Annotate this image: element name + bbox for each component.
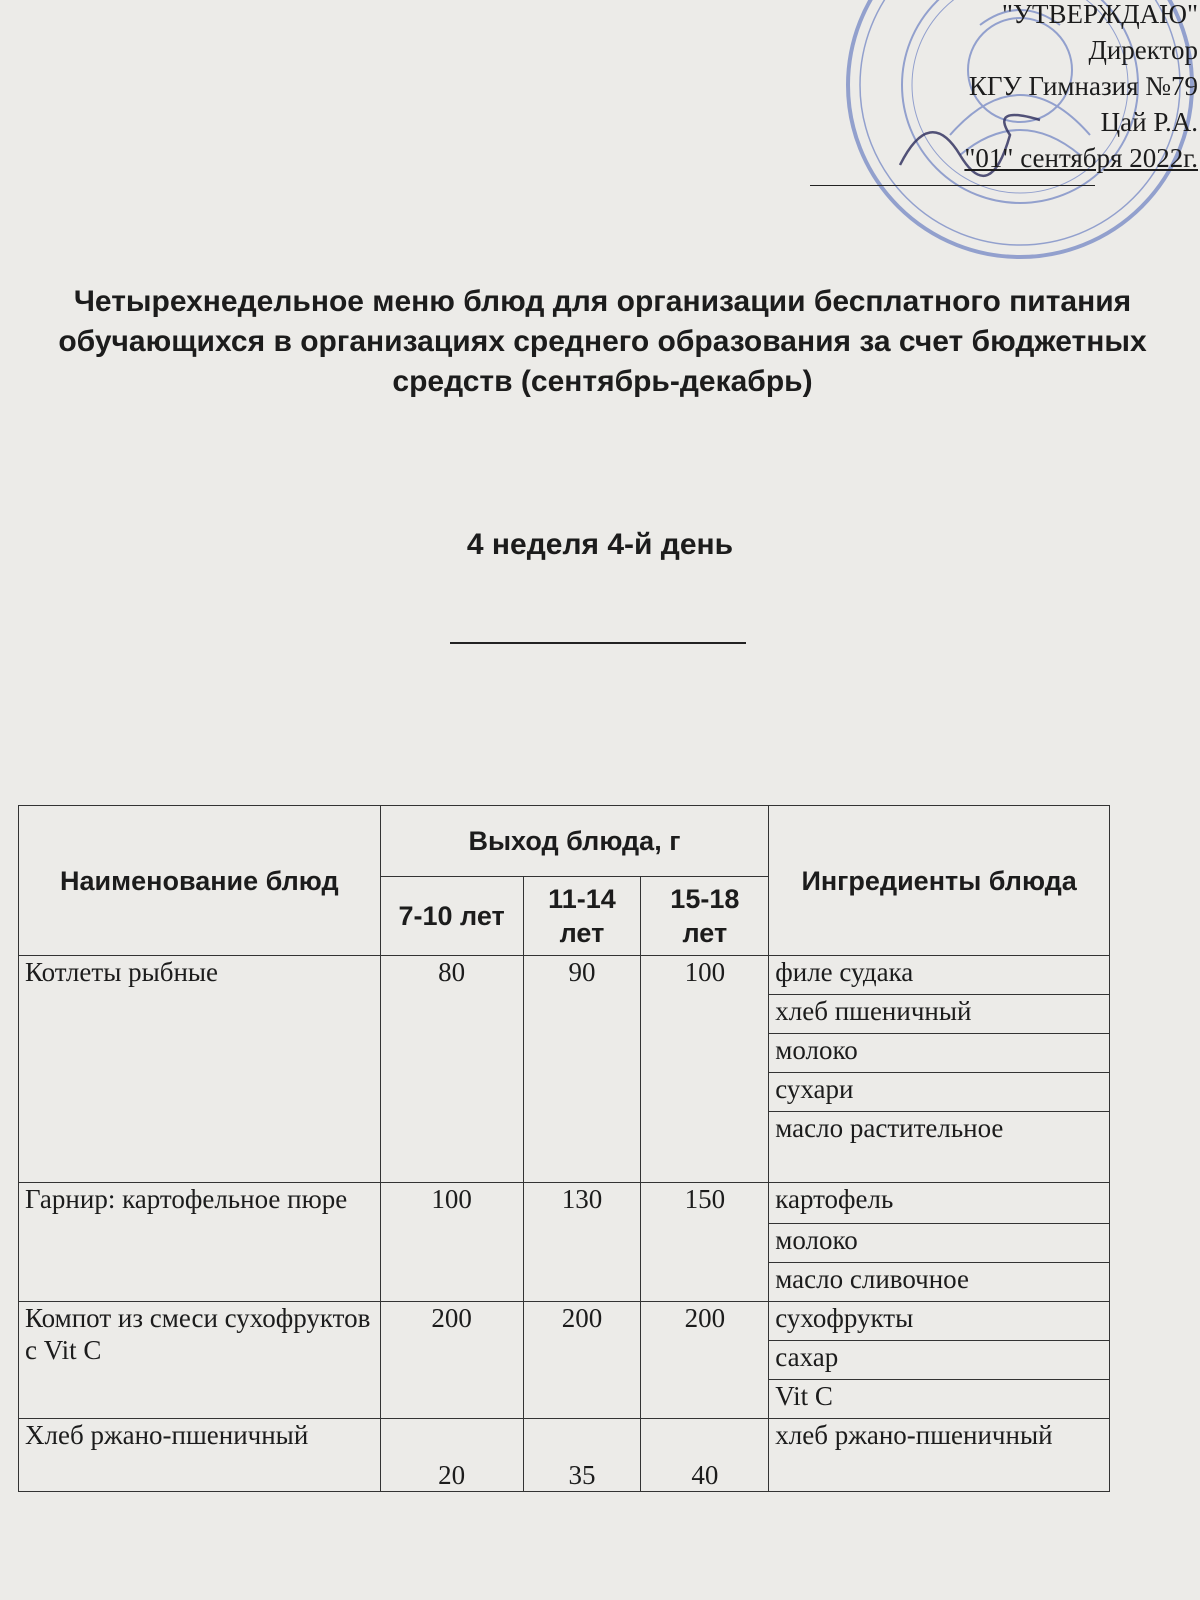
table-row — [19, 1419, 1110, 1492]
yield-7-10: 20 — [380, 1419, 523, 1492]
menu-table — [18, 805, 1110, 1492]
dish-name: Гарнир: картофельное пюре — [19, 1183, 381, 1302]
divider-line — [450, 642, 746, 644]
approval-label: "УТВЕРЖДАЮ" — [1001, 0, 1198, 29]
ingredient: Vit C — [769, 1380, 1110, 1419]
yield-7-10: 80 — [380, 956, 523, 1183]
header-row — [19, 806, 1110, 877]
approval-block — [838, 0, 1198, 176]
page-title: Четырехнедельное меню блюд для организации бесплатного питания обучающихся в организациях среднего образования за счет бюджетных средств (сентябрь-декабрь) — [58, 285, 1147, 398]
header-age-15-18: 15-18 лет — [641, 877, 769, 956]
signature-line — [810, 185, 1095, 186]
yield-11-14: 130 — [523, 1183, 641, 1302]
header-dish: Наименование блюд — [19, 806, 381, 956]
yield-15-18: 150 — [641, 1183, 769, 1302]
yield-15-18: 40 — [641, 1419, 769, 1492]
table-row — [19, 1183, 1110, 1224]
header-age-7-10: 7-10 лет — [380, 877, 523, 956]
header-ingredients: Ингредиенты блюда — [769, 806, 1110, 956]
dish-name: Котлеты рыбные — [19, 956, 381, 1183]
dish-name: Хлеб ржано-пшеничный — [19, 1419, 381, 1492]
dish-name: Компот из смеси сухофруктов с Vit C — [19, 1302, 381, 1419]
yield-15-18: 100 — [641, 956, 769, 1183]
ingredient: молоко — [769, 1034, 1110, 1073]
approval-name: Цай Р.А. — [1100, 107, 1198, 137]
table-row — [19, 1302, 1110, 1341]
ingredient: сухофрукты — [769, 1302, 1110, 1341]
approval-organization: КГУ Гимназия №79 — [968, 71, 1198, 101]
ingredient: сахар — [769, 1341, 1110, 1380]
yield-7-10: 200 — [380, 1302, 523, 1419]
ingredient: масло сливочное — [769, 1263, 1110, 1302]
ingredient: масло растительное — [769, 1112, 1110, 1183]
yield-11-14: 200 — [523, 1302, 641, 1419]
yield-7-10: 100 — [380, 1183, 523, 1302]
ingredient: картофель — [769, 1183, 1110, 1224]
table-row — [19, 956, 1110, 995]
ingredient: хлеб пшеничный — [769, 995, 1110, 1034]
yield-11-14: 35 — [523, 1419, 641, 1492]
yield-11-14: 90 — [523, 956, 641, 1183]
header-age-11-14: 11-14 лет — [523, 877, 641, 956]
yield-15-18: 200 — [641, 1302, 769, 1419]
ingredient: хлеб ржано-пшеничный — [769, 1419, 1110, 1492]
ingredient: сухари — [769, 1073, 1110, 1112]
approval-date: "01" сентября 2022г. — [964, 143, 1198, 173]
ingredient: филе судака — [769, 956, 1110, 995]
ingredient: молоко — [769, 1224, 1110, 1263]
page-subtitle: 4 неделя 4-й день — [466, 528, 734, 561]
header-yield: Выход блюда, г — [380, 806, 769, 877]
approval-position: Директор — [1088, 35, 1198, 65]
